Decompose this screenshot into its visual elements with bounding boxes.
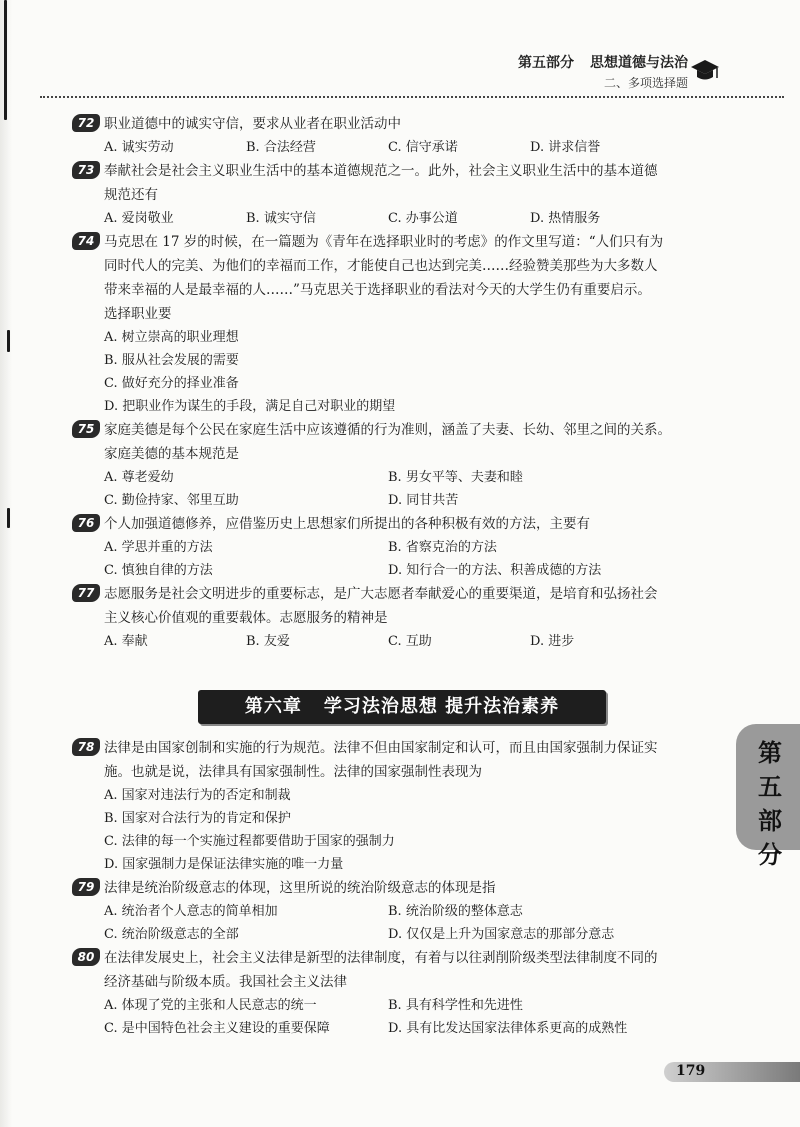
answer-option-b: B. 省察克治的方法	[388, 540, 497, 555]
answer-option-c: C. 信守承诺	[388, 140, 458, 155]
question-stem-line: 施。也就是说，法律具有国家强制性。法律的国家强制性表现为	[104, 764, 482, 780]
question-stem	[70, 112, 710, 136]
question-78	[70, 736, 710, 876]
question-stem	[70, 946, 710, 994]
answer-option-c: C. 法律的每一个实施过程都要借助于国家的强制力	[104, 834, 395, 849]
question-stem-line: 规范还有	[104, 187, 158, 203]
question-stem	[70, 876, 710, 900]
answer-options	[70, 136, 710, 159]
question-number-badge: 73	[72, 161, 100, 179]
question-stem-line: 带来幸福的人是最幸福的人……”马克思关于选择职业的看法对今天的大学生仍有重要启示。	[104, 282, 651, 298]
answer-option-c: C. 做好充分的择业准备	[104, 376, 239, 391]
answer-option-d: D. 国家强制力是保证法律实施的唯一力量	[104, 857, 344, 872]
answer-option-a: A. 爱岗敬业	[104, 211, 174, 226]
answer-option-c: C. 办事公道	[388, 211, 458, 226]
answer-option-b: B. 合法经营	[246, 140, 316, 155]
page-header	[0, 52, 800, 98]
question-number-badge: 77	[72, 584, 100, 602]
question-list	[70, 736, 710, 1040]
answer-option-a: A. 诚实劳动	[104, 140, 174, 155]
question-stem-line: 法律是由国家创制和实施的行为规范。法律不但由国家制定和认可，而且由国家强制力保证实	[104, 740, 658, 756]
answer-option-a: A. 奉献	[104, 634, 148, 649]
question-number-badge: 79	[72, 878, 100, 896]
header-part	[518, 52, 688, 72]
question-stem-line: 主义核心价值观的重要载体。志愿服务的精神是	[104, 610, 388, 626]
answer-option-d: D. 进步	[530, 634, 575, 649]
answer-options	[70, 207, 710, 230]
question-stem	[70, 582, 710, 630]
answer-option-d: D. 具有比发达国家法律体系更高的成熟性	[388, 1021, 628, 1036]
question-stem-line: 法律是统治阶级意志的体现，这里所说的统治阶级意志的体现是指	[104, 880, 496, 896]
answer-option-c: C. 统治阶级意志的全部	[104, 927, 239, 942]
question-stem-line: 个人加强道德修养，应借鉴历史上思想家们所提出的各种积极有效的方法，主要有	[104, 516, 590, 532]
header-part-title: 思想道德与法治	[590, 55, 688, 71]
answer-option-c: C. 慎独自律的方法	[104, 563, 213, 578]
answer-option-a: A. 国家对违法行为的否定和制裁	[104, 788, 291, 803]
answer-options	[70, 536, 710, 582]
answer-option-c: C. 勤俭持家、邻里互助	[104, 493, 239, 508]
question-stem-line: 职业道德中的诚实守信，要求从业者在职业活动中	[104, 116, 401, 132]
answer-options	[70, 466, 710, 512]
header-part-label: 第五部分	[518, 55, 574, 71]
chapter-number: 第六章	[244, 696, 302, 717]
question-stem-line: 选择职业要	[104, 306, 172, 322]
question-stem-line: 奉献社会是社会主义职业生活中的基本道德规范之一。此外，社会主义职业生活中的基本道德	[104, 163, 658, 179]
answer-option-d: D. 热情服务	[530, 211, 601, 226]
question-number-badge: 74	[72, 232, 100, 250]
chapter-banner	[198, 690, 606, 724]
question-stem	[70, 736, 710, 784]
chapter-title: 学习法治思想 提升法治素养	[323, 696, 560, 717]
answer-option-c: C. 是中国特色社会主义建设的重要保障	[104, 1021, 330, 1036]
spine-mark	[7, 330, 10, 352]
answer-options	[70, 784, 710, 876]
answer-option-a: A. 学思并重的方法	[104, 540, 213, 555]
answer-option-d: D. 知行合一的方法、积善成德的方法	[388, 563, 602, 578]
answer-option-b: B. 诚实守信	[246, 211, 316, 226]
answer-option-b: B. 国家对合法行为的肯定和保护	[104, 811, 291, 826]
page-binding-shadow	[0, 0, 12, 1127]
question-number-badge: 76	[72, 514, 100, 532]
question-75	[70, 418, 710, 512]
answer-option-d: D. 仅仅是上升为国家意志的那部分意志	[388, 927, 615, 942]
question-79	[70, 876, 710, 946]
question-stem-line: 志愿服务是社会文明进步的重要标志，是广大志愿者奉献爱心的重要渠道，是培育和弘扬社会	[104, 586, 658, 602]
question-stem	[70, 230, 710, 326]
answer-option-b: B. 男女平等、夫妻和睦	[388, 470, 523, 485]
answer-option-b: B. 具有科学性和先进性	[388, 998, 523, 1013]
spine-mark	[7, 508, 10, 528]
answer-option-b: B. 友爱	[246, 634, 290, 649]
question-stem-line: 马克思在 17 岁的时候，在一篇题为《青年在选择职业时的考虑》的作文里写道：“人们只有为	[104, 234, 664, 250]
side-tab-label: 第五部分	[758, 739, 782, 869]
question-80	[70, 946, 710, 1040]
question-77	[70, 582, 710, 653]
header-section: 二、多项选择题	[603, 76, 688, 90]
answer-option-b: B. 统治阶级的整体意志	[388, 904, 523, 919]
question-stem	[70, 512, 710, 536]
answer-option-d: D. 讲求信誉	[530, 140, 601, 155]
question-stem-line: 家庭美德的基本规范是	[104, 446, 239, 462]
question-number-badge: 72	[72, 114, 100, 132]
question-number-badge: 75	[72, 420, 100, 438]
page-number: 179	[676, 1063, 706, 1079]
question-stem	[70, 159, 710, 207]
graduation-cap-icon	[690, 58, 720, 84]
answer-options	[70, 994, 710, 1040]
answer-option-d: D. 把职业作为谋生的手段，满足自己对职业的期望	[104, 399, 396, 414]
question-stem-line: 经济基础与阶级本质。我国社会主义法律	[104, 974, 347, 990]
side-tab	[736, 724, 800, 869]
answer-options	[70, 326, 710, 418]
answer-options	[70, 630, 710, 653]
question-stem-line: 同时代人的完美、为他们的幸福而工作，才能使自己也达到完美……经验赞美那些为大多数人	[104, 258, 658, 274]
question-number-badge: 80	[72, 948, 100, 966]
question-76	[70, 512, 710, 582]
question-number-badge: 78	[72, 738, 100, 756]
question-73	[70, 159, 710, 230]
header-divider	[40, 96, 784, 98]
answer-option-a: A. 树立崇高的职业理想	[104, 330, 239, 345]
answer-option-b: B. 服从社会发展的需要	[104, 353, 239, 368]
question-stem-line: 家庭美德是每个公民在家庭生活中应该遵循的行为准则，涵盖了夫妻、长幼、邻里之间的关系。	[104, 422, 671, 438]
question-74	[70, 230, 710, 418]
answer-option-a: A. 尊老爱幼	[104, 470, 174, 485]
answer-option-a: A. 统治者个人意志的简单相加	[104, 904, 278, 919]
question-stem	[70, 418, 710, 466]
question-stem-line: 在法律发展史上，社会主义法律是新型的法律制度，有着与以往剥削阶级类型法律制度不同的	[104, 950, 658, 966]
answer-options	[70, 900, 710, 946]
answer-option-d: D. 同甘共苦	[388, 493, 459, 508]
answer-option-a: A. 体现了党的主张和人民意志的统一	[104, 998, 317, 1013]
question-list	[70, 112, 710, 653]
question-72	[70, 112, 710, 159]
answer-option-c: C. 互助	[388, 634, 432, 649]
